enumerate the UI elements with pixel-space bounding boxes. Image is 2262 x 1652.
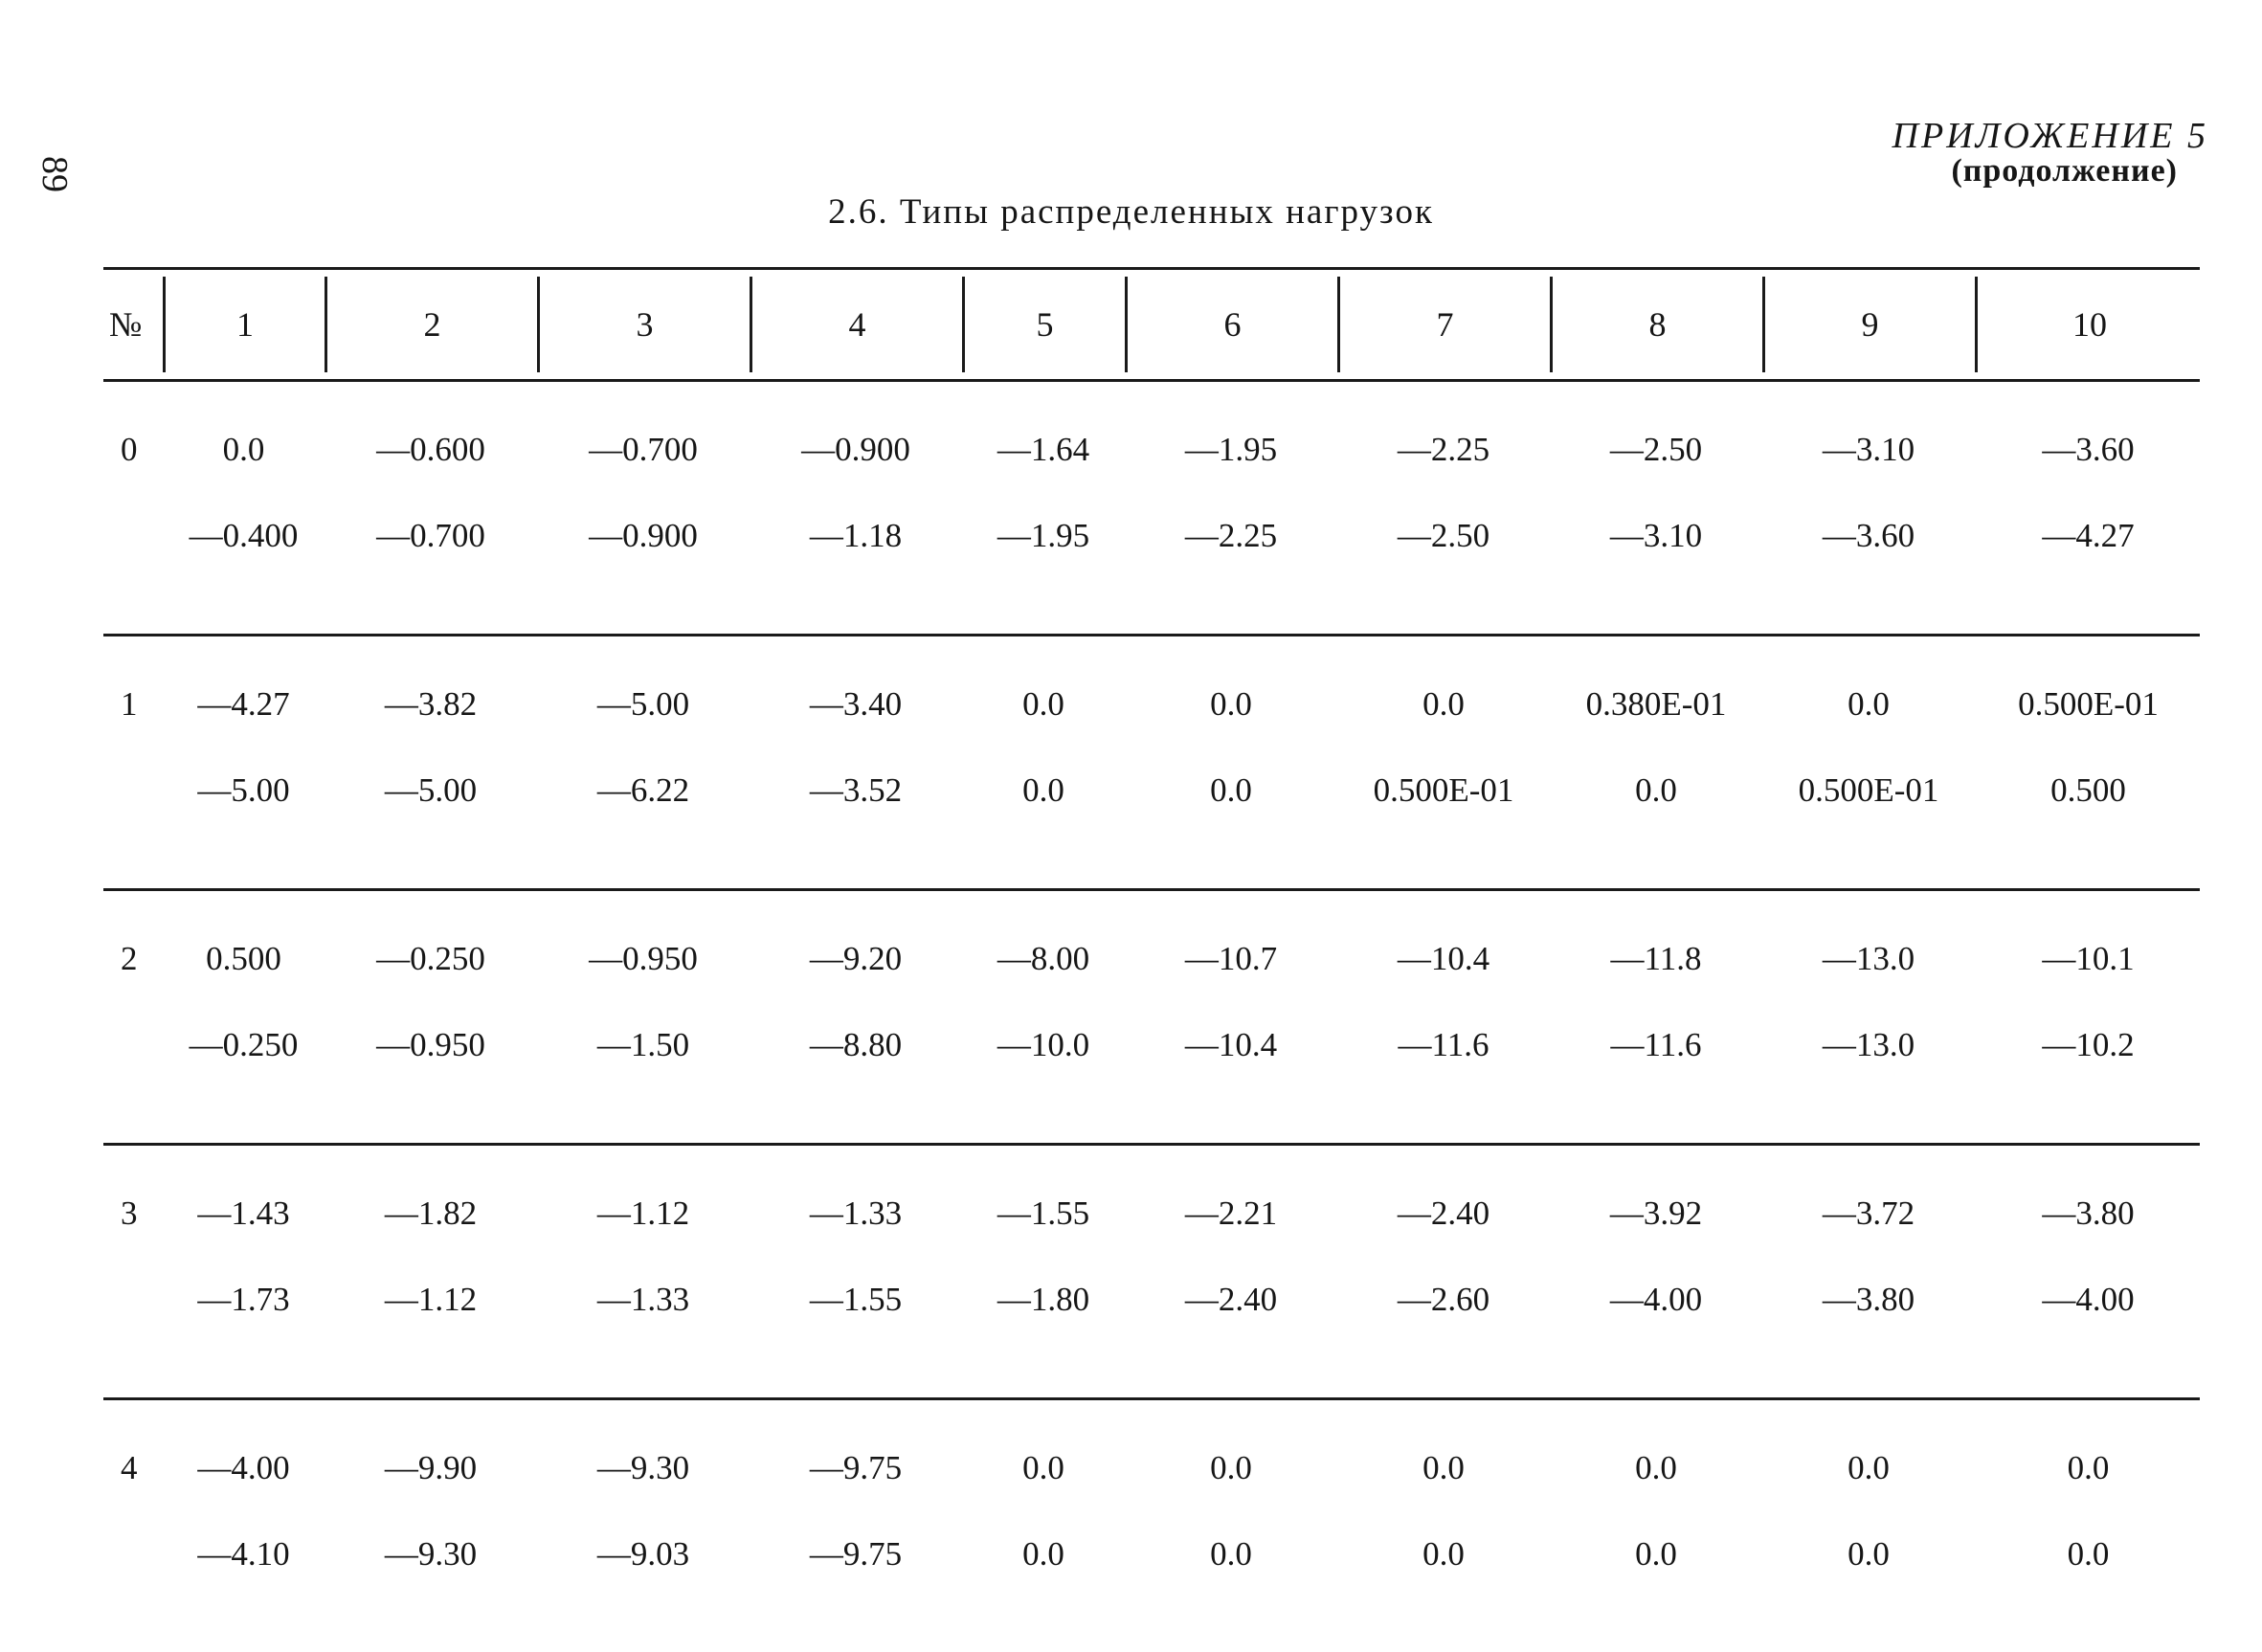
table-body [103, 407, 2200, 1652]
table-cell: 0.0 [2067, 1449, 2110, 1486]
table-cell: —1.64 [997, 431, 1090, 468]
header-cell-5: 5 [962, 277, 1125, 372]
table-row-group [103, 407, 2200, 634]
table-cell: —5.00 [197, 771, 290, 809]
table-header-row [103, 270, 2200, 379]
table-cell: —2.25 [1397, 431, 1490, 468]
table-row [103, 1511, 2200, 1597]
table-row [103, 1002, 2200, 1088]
header-cell-3: 3 [537, 277, 750, 372]
group-separator-rule [103, 1397, 2200, 1400]
table-cell: —1.55 [809, 1281, 903, 1318]
table-cell: —4.10 [197, 1535, 290, 1573]
table-cell: —1.33 [809, 1194, 903, 1232]
table-cell: —3.52 [809, 771, 903, 809]
table-cell: 0.0 [1422, 685, 1465, 723]
row-number-cell: 2 [121, 940, 138, 977]
header-cell-8: 8 [1550, 277, 1762, 372]
table-cell: —1.50 [596, 1026, 690, 1063]
table-cell: —10.4 [1184, 1026, 1278, 1063]
table-cell: —0.700 [589, 431, 698, 468]
table-cell: 0.0 [1635, 1535, 1677, 1573]
appendix-subtitle: (продолжение) [1951, 153, 2178, 189]
appendix-title: ПРИЛОЖЕНИЕ 5 [1892, 116, 2208, 156]
table-row [103, 748, 2200, 834]
table-cell: —2.40 [1397, 1194, 1490, 1232]
table-cell: —2.60 [1397, 1281, 1490, 1318]
table-cell: —11.6 [1610, 1026, 1702, 1063]
header-cell-4: 4 [750, 277, 962, 372]
table-cell: —4.00 [1609, 1281, 1703, 1318]
table-cell: 0.0 [1210, 771, 1252, 809]
header-cell-9: 9 [1762, 277, 1975, 372]
table-title: 2.6. Типы распределенных нагрузок [828, 192, 1434, 232]
header-cell-1: 1 [163, 277, 325, 372]
table-cell: —3.80 [2042, 1194, 2135, 1232]
table-cell: —3.80 [1822, 1281, 1915, 1318]
table-cell: 0.500E-01 [1373, 771, 1514, 809]
row-number-cell: 4 [121, 1449, 138, 1486]
table-cell: —9.75 [809, 1449, 903, 1486]
header-cell-number: № [109, 305, 143, 344]
table-cell: 0.0 [1635, 1449, 1677, 1486]
table-cell: —0.900 [801, 431, 910, 468]
table-cell: —13.0 [1822, 1026, 1915, 1063]
table-cell: —1.12 [384, 1281, 478, 1318]
loads-table [103, 267, 2200, 1652]
table-cell: 0.0 [1022, 1449, 1064, 1486]
table-cell: —2.40 [1184, 1281, 1278, 1318]
table-cell: —1.80 [997, 1281, 1090, 1318]
group-separator-rule [103, 888, 2200, 891]
header-cell-10: 10 [1975, 277, 2202, 372]
table-row [103, 1425, 2200, 1511]
table-cell: —3.72 [1822, 1194, 1915, 1232]
table-row-group [103, 1425, 2200, 1652]
table-cell: 0.0 [1022, 685, 1064, 723]
row-number-cell: 1 [121, 685, 138, 723]
table-cell: —10.0 [997, 1026, 1090, 1063]
table-cell: 0.0 [1210, 685, 1252, 723]
table-row-group [103, 661, 2200, 888]
table-cell: —13.0 [1822, 940, 1915, 977]
table-cell: —0.950 [589, 940, 698, 977]
table-cell: —5.00 [596, 685, 690, 723]
table-cell: —9.03 [596, 1535, 690, 1573]
table-cell: —3.10 [1609, 517, 1703, 554]
header-bottom-rule [103, 379, 2200, 382]
table-cell: 0.0 [1635, 771, 1677, 809]
table-cell: —0.950 [376, 1026, 485, 1063]
table-cell: —2.50 [1609, 431, 1703, 468]
table-cell: 0.0 [222, 431, 265, 468]
table-cell: —4.00 [197, 1449, 290, 1486]
table-cell: —2.21 [1184, 1194, 1278, 1232]
table-cell: —1.95 [1184, 431, 1278, 468]
table-cell: —1.33 [596, 1281, 690, 1318]
table-cell: —3.10 [1822, 431, 1915, 468]
table-cell: —10.4 [1397, 940, 1490, 977]
table-row [103, 1257, 2200, 1343]
row-number-cell: 3 [121, 1194, 138, 1232]
table-cell: 0.0 [1848, 1449, 1890, 1486]
table-cell: 0.0 [2067, 1535, 2110, 1573]
table-cell: —1.82 [384, 1194, 478, 1232]
table-cell: 0.0 [1022, 771, 1064, 809]
table-cell: —5.00 [384, 771, 478, 809]
table-cell: —1.12 [596, 1194, 690, 1232]
table-row [103, 916, 2200, 1002]
table-cell: —3.40 [809, 685, 903, 723]
table-cell: —1.73 [197, 1281, 290, 1318]
table-row [103, 661, 2200, 748]
table-cell: —9.90 [384, 1449, 478, 1486]
page-number: 89 [34, 156, 75, 192]
table-cell: —0.700 [376, 517, 485, 554]
table-cell: —10.7 [1184, 940, 1278, 977]
table-cell: 0.500 [2050, 771, 2126, 809]
table-cell: 0.500E-01 [2018, 685, 2159, 723]
table-cell: —3.60 [2042, 431, 2135, 468]
table-cell: 0.0 [1210, 1449, 1252, 1486]
table-cell: 0.0 [1022, 1535, 1064, 1573]
table-row-group [103, 916, 2200, 1143]
table-cell: —4.27 [2042, 517, 2135, 554]
table-cell: —3.82 [384, 685, 478, 723]
table-cell: —2.25 [1184, 517, 1278, 554]
table-row [103, 1171, 2200, 1257]
table-cell: —8.00 [997, 940, 1090, 977]
table-row [103, 407, 2200, 493]
table-cell: —9.30 [596, 1449, 690, 1486]
table-cell: —10.1 [2042, 940, 2135, 977]
header-cell-7: 7 [1337, 277, 1550, 372]
row-number-cell: 0 [121, 431, 138, 468]
table-row-group [103, 1171, 2200, 1397]
table-cell: —8.80 [809, 1026, 903, 1063]
group-separator-rule [103, 634, 2200, 636]
header-cell-6: 6 [1125, 277, 1337, 372]
table-cell: —6.22 [596, 771, 690, 809]
table-cell: —3.92 [1609, 1194, 1703, 1232]
table-cell: 0.0 [1422, 1449, 1465, 1486]
table-cell: —1.43 [197, 1194, 290, 1232]
table-row [103, 493, 2200, 579]
table-cell: —3.60 [1822, 517, 1915, 554]
table-cell: —11.6 [1398, 1026, 1489, 1063]
table-cell: —2.50 [1397, 517, 1490, 554]
table-cell: —0.900 [589, 517, 698, 554]
table-cell: —9.75 [809, 1535, 903, 1573]
table-cell: 0.0 [1848, 685, 1890, 723]
table-cell: —1.18 [809, 517, 903, 554]
table-cell: 0.500 [206, 940, 281, 977]
table-cell: —1.55 [997, 1194, 1090, 1232]
table-cell: —0.250 [376, 940, 485, 977]
table-cell: —4.27 [197, 685, 290, 723]
table-cell: —4.00 [2042, 1281, 2135, 1318]
group-separator-rule [103, 1143, 2200, 1146]
table-cell: —0.600 [376, 431, 485, 468]
table-cell: —11.8 [1610, 940, 1702, 977]
table-cell: —9.30 [384, 1535, 478, 1573]
table-cell: —1.95 [997, 517, 1090, 554]
table-cell: 0.500E-01 [1798, 771, 1939, 809]
header-cell-2: 2 [325, 277, 537, 372]
table-cell: —9.20 [809, 940, 903, 977]
table-cell: —0.250 [189, 1026, 299, 1063]
table-cell: 0.0 [1422, 1535, 1465, 1573]
table-cell: —0.400 [189, 517, 299, 554]
table-cell: 0.380E-01 [1585, 685, 1727, 723]
table-cell: 0.0 [1210, 1535, 1252, 1573]
table-cell: —10.2 [2042, 1026, 2135, 1063]
table-cell: 0.0 [1848, 1535, 1890, 1573]
